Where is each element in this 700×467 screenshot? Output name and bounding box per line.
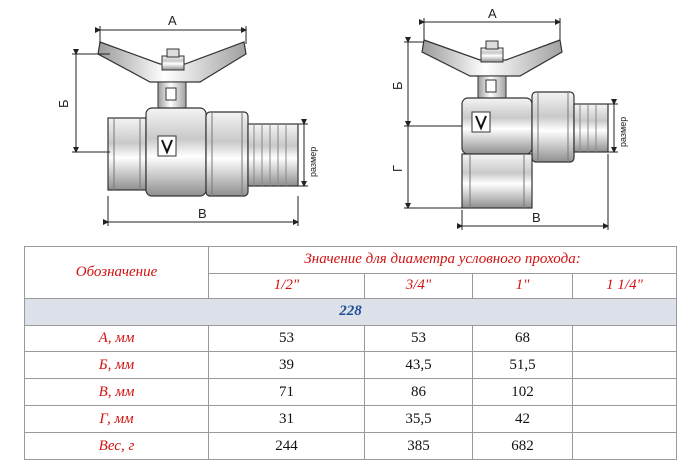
- table-cell: 35,5: [365, 406, 473, 433]
- table-row: [25, 379, 677, 406]
- model-code-row: [25, 298, 677, 325]
- diameter-3-4: 3/4": [365, 273, 473, 298]
- row-label: Г, мм: [25, 406, 209, 433]
- table-cell: 31: [209, 406, 365, 433]
- table-cell: 682: [473, 433, 573, 460]
- table-cell: 42: [473, 406, 573, 433]
- table-cell: [573, 352, 677, 379]
- table-cell: 86: [365, 379, 473, 406]
- row-label: Вес, г: [25, 433, 209, 460]
- table-header-row: [25, 247, 677, 274]
- table-cell: 71: [209, 379, 365, 406]
- table-cell: 53: [209, 325, 365, 352]
- angle-dim-v: В: [532, 210, 541, 225]
- table-cell: [573, 433, 677, 460]
- table-row: [25, 433, 677, 460]
- header-diameter-value: Значение для диаметра условного прохода:: [209, 247, 677, 274]
- table-cell: 43,5: [365, 352, 473, 379]
- table-cell: [573, 379, 677, 406]
- table-cell: 102: [473, 379, 573, 406]
- straight-dim-b: Б: [56, 99, 71, 108]
- row-label: А, мм: [25, 325, 209, 352]
- table-cell: 68: [473, 325, 573, 352]
- straight-dim-a: А: [168, 13, 177, 28]
- table-cell: 39: [209, 352, 365, 379]
- table-row: [25, 325, 677, 352]
- angle-dim-g: Г: [390, 164, 405, 172]
- angle-dim-b: Б: [390, 81, 405, 90]
- angle-valve-drawing: [390, 6, 628, 230]
- row-label: Б, мм: [25, 352, 209, 379]
- table-cell: [573, 406, 677, 433]
- table-cell: [573, 325, 677, 352]
- table-cell: 53: [365, 325, 473, 352]
- angle-dim-a: А: [488, 6, 497, 21]
- model-code: 228: [25, 298, 677, 325]
- spec-table: [24, 246, 677, 460]
- row-label: В, мм: [25, 379, 209, 406]
- straight-dim-v: В: [198, 206, 207, 221]
- diameter-1: 1": [473, 273, 573, 298]
- table-cell: 385: [365, 433, 473, 460]
- table-row: [25, 352, 677, 379]
- straight-valve-drawing: [56, 13, 318, 226]
- diameter-1-2: 1/2": [209, 273, 365, 298]
- header-designation: Обозначение: [25, 247, 209, 299]
- table-row: [25, 406, 677, 433]
- straight-thread-size: размер: [308, 146, 318, 177]
- angle-thread-size: размер: [618, 116, 628, 147]
- table-cell: 51,5: [473, 352, 573, 379]
- diameter-1-1-4: 1 1/4": [573, 273, 677, 298]
- table-cell: 244: [209, 433, 365, 460]
